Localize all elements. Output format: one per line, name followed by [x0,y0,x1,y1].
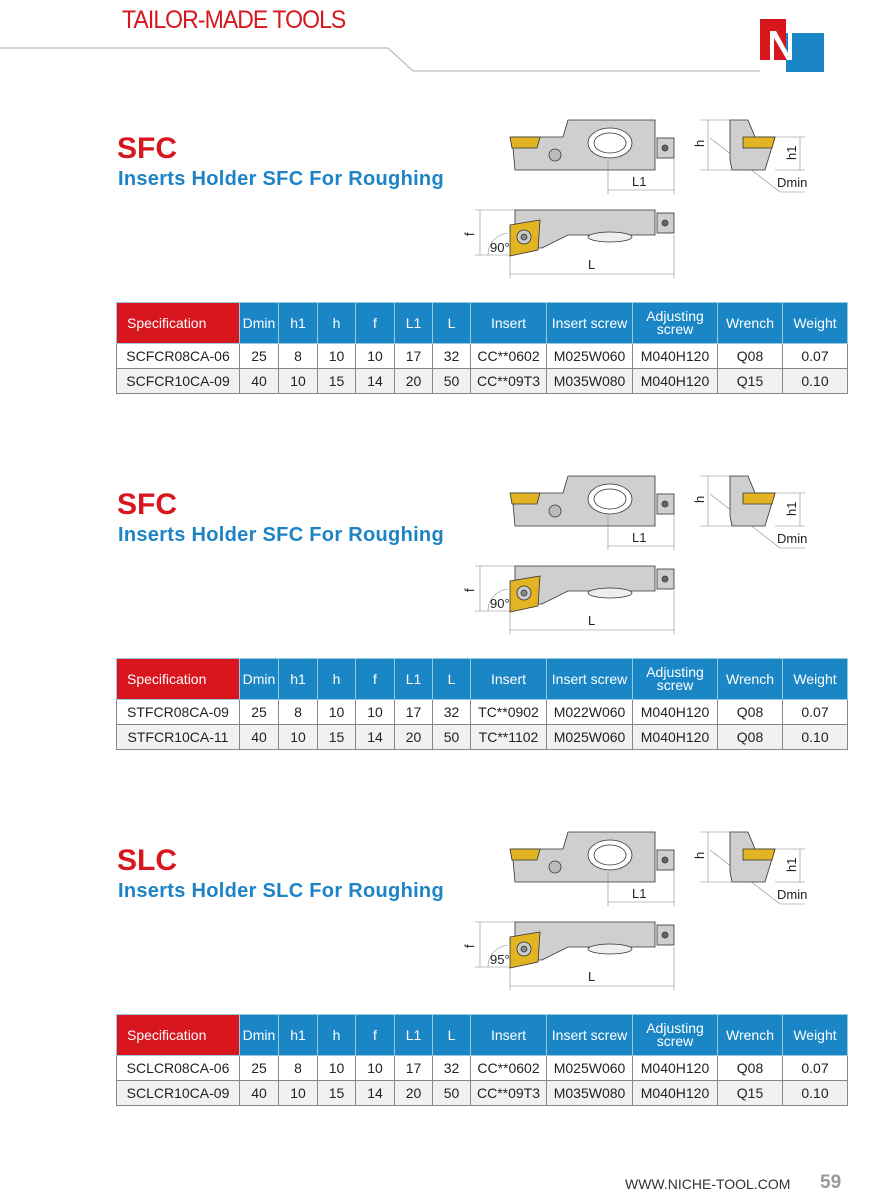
table-cell: M025W060 [547,1056,633,1081]
product-code: SFC [117,132,177,165]
product-code: SLC [117,844,177,877]
table-cell: 20 [395,1081,433,1106]
product-subtitle: Inserts Holder SLC For Roughing [118,880,444,902]
product-subtitle: Inserts Holder SFC For Roughing [118,168,444,190]
page-number: 59 [820,1172,842,1193]
table-cell: 10 [279,725,318,750]
table-cell: 50 [433,725,471,750]
table-header-row [117,659,848,700]
table-cell: M022W060 [547,700,633,725]
column-header: L1 [395,659,433,700]
dim-h-label: h [692,851,707,859]
end-view [730,120,775,170]
dim-h-label: h [692,139,707,147]
table-cell: Q08 [718,344,783,369]
table-cell: STFCR08CA-09 [117,700,240,725]
table-cell: SCFCR08CA-06 [117,344,240,369]
product-code: SFC [117,488,177,521]
spec-table [116,302,848,394]
table-cell: 17 [395,1056,433,1081]
angle-label: 90° [490,596,510,611]
column-header: Insert [471,659,547,700]
dim-l-label: L [588,613,596,628]
table-cell: M040H120 [633,344,718,369]
column-header: Insert [471,303,547,344]
column-header: Insert screw [547,659,633,700]
dim-l1-label: L1 [632,886,647,901]
table-cell: 15 [318,725,356,750]
table-cell: Q08 [718,1056,783,1081]
column-header: Dmin [240,1015,279,1056]
table-cell: 17 [395,700,433,725]
column-header: h1 [279,659,318,700]
table-cell: 15 [318,1081,356,1106]
side-view [510,832,674,882]
end-view [730,476,775,526]
table-cell: 32 [433,1056,471,1081]
table-cell: 20 [395,369,433,394]
table-cell: STFCR10CA-11 [117,725,240,750]
table-cell: 40 [240,369,279,394]
column-header: Insert screw [547,1015,633,1056]
table-cell: 8 [279,700,318,725]
column-header: h [318,659,356,700]
column-header: h [318,303,356,344]
angle-label: 95° [490,952,510,967]
column-header: Weight [783,303,848,344]
insert [510,493,540,504]
table-cell: 0.10 [783,369,848,394]
table-cell: 20 [395,725,433,750]
table-cell: 8 [279,344,318,369]
table-row [117,725,848,750]
spec-table [116,1014,848,1106]
table-cell: 32 [433,700,471,725]
top-view [510,566,674,612]
company-logo [760,19,824,72]
table-cell: Q08 [718,725,783,750]
side-view [510,476,674,526]
table-row [117,344,848,369]
product-section [0,844,872,1144]
table-cell: 10 [318,344,356,369]
table-cell: 25 [240,1056,279,1081]
top-view [510,210,674,256]
table-cell: 10 [279,1081,318,1106]
table-cell: M035W080 [547,1081,633,1106]
table-cell: 10 [356,700,395,725]
dim-h1-label: h1 [784,501,799,516]
spec-table [116,658,848,750]
brand-title: TAILOR-MADE TOOLS [122,6,346,34]
table-row [117,1081,848,1106]
table-cell: M025W060 [547,725,633,750]
table-cell: 50 [433,369,471,394]
table-cell: M035W080 [547,369,633,394]
column-header: f [356,1015,395,1056]
table-cell: M040H120 [633,1081,718,1106]
table-cell: 14 [356,369,395,394]
column-header: Insert screw [547,303,633,344]
table-cell: Q08 [718,700,783,725]
column-header: Specification [117,659,240,700]
dim-h-label: h [692,495,707,503]
angle-label: 90° [490,240,510,255]
table-row [117,369,848,394]
product-subtitle: Inserts Holder SFC For Roughing [118,524,444,546]
column-header: Adjusting screw [633,1015,718,1056]
table-cell: M025W060 [547,344,633,369]
table-cell: CC**09T3 [471,369,547,394]
insert [510,137,540,148]
dim-h1-label: h1 [784,145,799,160]
column-header: Wrench [718,303,783,344]
table-cell: M040H120 [633,369,718,394]
dim-l-label: L [588,969,596,984]
table-cell: 0.10 [783,725,848,750]
table-cell: SCLCR08CA-06 [117,1056,240,1081]
table-header-row [117,303,848,344]
column-header: Wrench [718,1015,783,1056]
column-header: L [433,1015,471,1056]
column-header: Weight [783,1015,848,1056]
column-header: L1 [395,303,433,344]
column-header: L [433,659,471,700]
table-cell: M040H120 [633,1056,718,1081]
table-cell: 0.07 [783,344,848,369]
column-header: f [356,659,395,700]
table-cell: 0.10 [783,1081,848,1106]
column-header: Dmin [240,303,279,344]
column-header: Dmin [240,659,279,700]
table-cell: SCFCR10CA-09 [117,369,240,394]
dim-h1-label: h1 [784,857,799,872]
table-cell: 15 [318,369,356,394]
end-view [730,832,775,882]
dim-l1-label: L1 [632,530,647,545]
table-header-row [117,1015,848,1056]
table-cell: 50 [433,1081,471,1106]
column-header: Insert [471,1015,547,1056]
side-view [510,120,674,170]
column-header: Adjusting screw [633,659,718,700]
table-cell: 25 [240,700,279,725]
dim-f-label: f [462,232,477,236]
dim-f-label: f [462,944,477,948]
table-cell: 40 [240,725,279,750]
table-cell: M040H120 [633,725,718,750]
column-header: f [356,303,395,344]
top-view [510,922,674,968]
column-header: Wrench [718,659,783,700]
table-cell: CC**0602 [471,1056,547,1081]
table-cell: 10 [318,1056,356,1081]
table-cell: 8 [279,1056,318,1081]
product-section [0,488,872,788]
column-header: L [433,303,471,344]
tool-drawing [460,822,820,997]
column-header: h1 [279,303,318,344]
table-cell: Q15 [718,369,783,394]
table-cell: 14 [356,725,395,750]
table-cell: 40 [240,1081,279,1106]
column-header: h [318,1015,356,1056]
table-cell: 25 [240,344,279,369]
table-cell: SCLCR10CA-09 [117,1081,240,1106]
footer-website[interactable]: WWW.NICHE-TOOL.COM [625,1176,791,1192]
table-cell: 10 [318,700,356,725]
table-cell: 0.07 [783,1056,848,1081]
table-row [117,700,848,725]
dim-l-label: L [588,257,596,272]
insert [510,849,540,860]
table-cell: 14 [356,1081,395,1106]
tool-drawing [460,466,820,641]
table-cell: Q15 [718,1081,783,1106]
table-cell: 10 [356,344,395,369]
column-header: L1 [395,1015,433,1056]
tool-drawing [460,110,820,285]
column-header: Weight [783,659,848,700]
table-cell: 10 [356,1056,395,1081]
column-header: Specification [117,1015,240,1056]
table-cell: 10 [279,369,318,394]
table-cell: TC**0902 [471,700,547,725]
dim-dmin-label: Dmin [777,175,808,190]
dim-dmin-label: Dmin [777,887,808,902]
table-cell: TC**1102 [471,725,547,750]
table-cell: 17 [395,344,433,369]
table-cell: 0.07 [783,700,848,725]
column-header: Specification [117,303,240,344]
dim-dmin-label: Dmin [777,531,808,546]
dim-f-label: f [462,588,477,592]
table-cell: CC**09T3 [471,1081,547,1106]
table-cell: CC**0602 [471,344,547,369]
column-header: Adjusting screw [633,303,718,344]
table-cell: M040H120 [633,700,718,725]
product-section [0,132,872,432]
table-row [117,1056,848,1081]
table-cell: 32 [433,344,471,369]
dim-l1-label: L1 [632,174,647,189]
column-header: h1 [279,1015,318,1056]
